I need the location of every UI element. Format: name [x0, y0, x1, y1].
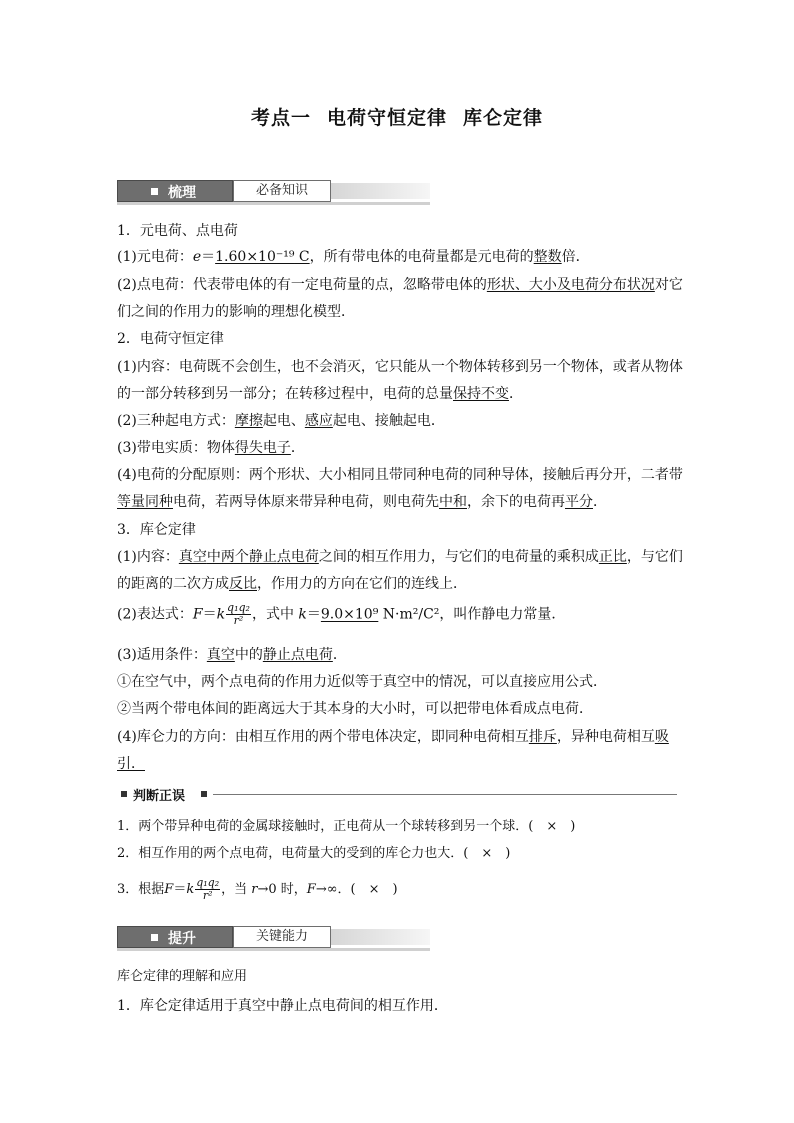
- heading-3: 3．库仑定律: [117, 522, 196, 538]
- line-condition-distance: ②当两个带电体间的距离远大于其本身的大小时，可以把带电体看成点电荷．: [117, 701, 593, 717]
- judge-header: [117, 786, 677, 802]
- line-coulomb-1: (1)内容：真空中两个静止点电荷之间的相互作用力，与它们的电荷量的乘积成正比，与它们: [117, 549, 683, 565]
- title-part3: 库仑定律: [463, 107, 544, 129]
- section-label: 关键能力: [233, 926, 331, 948]
- title-part2: 电荷守恒定律: [326, 107, 447, 129]
- section-tag-box: [117, 180, 233, 202]
- line-charging-essence: (3)带电实质：物体得失电子．: [117, 440, 305, 456]
- line-direction: (4)库仑力的方向：由相互作用的两个带电体决定，即同种电荷相互排斥，异种电荷相互吸: [117, 729, 669, 745]
- line-distribution-1: (4)电荷的分配原则：两个形状、大小相同且带同种电荷的同种导体，接触后再分开，二者带: [117, 467, 683, 483]
- section-header-review: [117, 180, 430, 202]
- line-point-charge-cont: 们之间的作用力的影响的理想化模型．: [117, 304, 355, 320]
- judge-label: 判断正误: [133, 789, 186, 804]
- section-tag: 提升: [168, 931, 196, 947]
- heading-2: 2．电荷守恒定律: [117, 331, 224, 347]
- line-conservation-2: 的一部分转移到另一部分；在转移过程中，电荷的总量保持不变．: [117, 386, 523, 402]
- square-icon: [121, 791, 127, 797]
- subheading-coulomb-application: 库仑定律的理解和应用: [117, 969, 248, 984]
- section-label: 必备知识: [233, 180, 331, 202]
- judge-q2: 2．相互作用的两个点电荷，电荷量大的受到的库仑力也大．( × ): [117, 846, 511, 861]
- section-underline: [117, 948, 430, 951]
- judge-q3: 3．根据F＝k $\frac{\text{q₁q₂}}{\text{r²}}$ ，当 r→0 时，F→∞．( × ): [117, 876, 398, 902]
- judge-fraction: $\frac{\text{q₁q₂}}{\text{r²}}$: [196, 876, 220, 902]
- line-conservation-1: (1)内容：电荷既不会创生，也不会消灭，它只能从一个物体转移到另一个物体，或者从物体: [117, 359, 683, 375]
- section-shade: [331, 929, 430, 945]
- square-icon: [201, 791, 207, 797]
- section-shade: [331, 183, 430, 199]
- square-icon: [151, 188, 158, 195]
- heading-1: 1．元电荷、点电荷: [117, 223, 238, 239]
- judge-rule: [213, 794, 677, 795]
- line-charging-methods: (2)三种起电方式：摩擦起电、感应起电、接触起电．: [117, 413, 445, 429]
- line-coulomb-applicability: 1．库仑定律适用于真空中静止点电荷间的相互作用．: [117, 998, 448, 1014]
- line-elementary-charge: (1)元电荷：e＝1.60×10⁻¹⁹ C，所有带电体的电荷量都是元电荷的整数倍．: [117, 249, 590, 265]
- line-direction-cont: 引．: [117, 756, 145, 772]
- line-distribution-2: 等量同种电荷，若两导体原来带异种电荷，则电荷先中和，余下的电荷再平分．: [117, 494, 607, 510]
- page-title: [0, 103, 794, 130]
- line-conditions: (3)适用条件：真空中的静止点电荷．: [117, 647, 347, 663]
- judge-q1: 1．两个带异种电荷的金属球接触时，正电荷从一个球转移到另一个球．( × ): [117, 819, 576, 834]
- line-point-charge: (2)点电荷：代表带电体的有一定电荷量的点，忽略带电体的形状、大小及电荷分布状况对它: [117, 277, 683, 293]
- line-coulomb-2: 的距离的二次方成反比，作用力的方向在它们的连线上．: [117, 576, 467, 592]
- section-header-improve: [117, 926, 430, 948]
- section-tag-box: [117, 926, 233, 948]
- title-part1: 考点一: [250, 107, 311, 129]
- section-tag: 梳理: [168, 185, 196, 201]
- section-underline: [117, 202, 430, 205]
- formula-fraction: $\frac{\text{q₁q₂}}{\text{r²}}$: [227, 601, 250, 627]
- square-icon: [151, 934, 158, 941]
- line-condition-air: ①在空气中，两个点电荷的作用力近似等于真空中的情况，可以直接应用公式．: [117, 674, 607, 690]
- line-formula: (2)表达式：F＝k $\frac{\text{q₁q₂}}{\text{r²}}$ ，式中 k＝9.0×10⁹ N·m²/C²，叫作静电力常量．: [117, 601, 566, 627]
